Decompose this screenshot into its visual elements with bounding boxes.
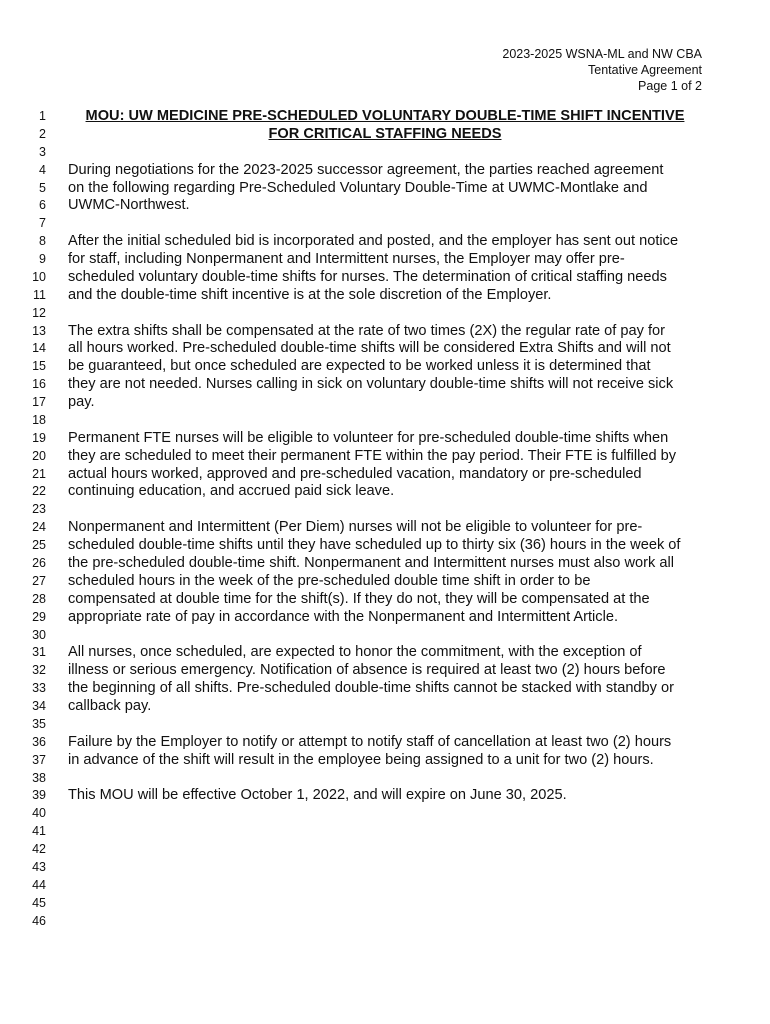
line-number: 41 (32, 824, 46, 839)
body-text-line: compensated at double time for the shift(s). If they do not, they will be compensated at the (68, 590, 650, 607)
body-text-line: on the following regarding Pre-Scheduled Voluntary Double-Time at UWMC-Montlake and (68, 179, 648, 196)
body-text-line: Nonpermanent and Intermittent (Per Diem) nurses will not be eligible to volunteer for pre- (68, 519, 643, 536)
line-number: 15 (32, 359, 46, 374)
line-number: 29 (32, 609, 46, 624)
line-number: 34 (32, 699, 46, 714)
body-text-line: continuing education, and accrued paid sick leave. (68, 483, 395, 500)
line-number: 1 (39, 109, 46, 123)
line-number: 37 (32, 752, 46, 767)
header-agreement-name: 2023-2025 WSNA-ML and NW CBA (502, 47, 702, 61)
line-number: 26 (32, 556, 46, 570)
line-number: 19 (32, 430, 46, 445)
line-number: 9 (39, 252, 46, 267)
body-text-line: This MOU will be effective October 1, 2022, and will expire on June 30, 2025. (68, 787, 567, 804)
line-number: 45 (32, 895, 46, 910)
line-number: 11 (33, 287, 46, 302)
line-number: 2 (39, 126, 46, 141)
body-text-line: callback pay. (68, 698, 152, 715)
body-text-line: UWMC-Northwest. (68, 197, 190, 214)
body-text-line: in advance of the shift will result in the employee being assigned to a unit for two (2) hours. (68, 751, 654, 768)
body-text-line: scheduled voluntary double-time shifts for nurses. The determination of critical staffing needs (68, 268, 667, 285)
line-number: 7 (39, 216, 46, 231)
line-number: 3 (39, 144, 46, 159)
body-text-line: the pre-scheduled double-time shift. Nonpermanent and Intermittent nurses must also work all (68, 555, 674, 571)
body-text-line: After the initial scheduled bid is incorporated and posted, and the employer has sent out notice (68, 233, 679, 250)
line-number: 10 (32, 269, 46, 284)
line-number: 13 (32, 323, 46, 338)
line-number: 6 (39, 198, 46, 213)
line-number: 16 (32, 377, 46, 392)
line-number: 43 (32, 859, 46, 874)
body-text-line: actual hours worked, approved and pre-scheduled vacation, mandatory or pre-scheduled (68, 465, 642, 482)
line-number: 46 (32, 913, 46, 928)
body-text-line: be guaranteed, but once scheduled are expected to be worked unless it is determined that (68, 358, 651, 375)
line-number: 42 (32, 842, 46, 857)
line-number: 23 (32, 502, 46, 517)
line-number: 17 (32, 395, 46, 410)
line-number: 21 (32, 466, 46, 481)
line-number: 38 (32, 770, 46, 785)
line-number: 40 (32, 806, 46, 821)
body-text-line: scheduled hours in the week of the pre-scheduled double time shift in order to be (68, 572, 591, 589)
header-page-number: Page 1 of 2 (638, 79, 702, 93)
line-number: 22 (32, 484, 46, 499)
body-text-line: appropriate rate of pay in accordance with the Nonpermanent and Intermittent Article. (68, 608, 619, 625)
body-text-line: all hours worked. Pre-scheduled double-time shifts will be considered Extra Shifts and will not (68, 340, 671, 357)
line-number: 12 (32, 305, 46, 320)
line-number: 24 (32, 520, 46, 535)
line-number: 31 (32, 645, 46, 660)
line-number: 30 (32, 627, 46, 642)
body-text-line: Permanent FTE nurses will be eligible to volunteer for pre-scheduled double-time shifts when (68, 429, 669, 446)
line-number: 25 (32, 538, 46, 553)
body-text-line: the beginning of all shifts. Pre-scheduled double-time shifts cannot be stacked with standby or (68, 680, 674, 697)
line-number: 35 (32, 716, 46, 731)
line-number: 14 (32, 341, 46, 356)
body-text-line: and the double-time shift incentive is at the sole discretion of the Employer. (68, 286, 552, 303)
body-text-line: All nurses, once scheduled, are expected to honor the commitment, with the exception of (68, 644, 642, 661)
document-header (502, 46, 702, 94)
line-number: 20 (32, 448, 46, 463)
document-title-line: MOU: UW MEDICINE PRE-SCHEDULED VOLUNTARY DOUBLE-TIME SHIFT INCENTIVE (85, 108, 685, 124)
line-number: 32 (32, 663, 46, 678)
body-text-line: During negotiations for the 2023-2025 successor agreement, the parties reached agreement (68, 161, 664, 178)
line-number: 4 (39, 162, 46, 177)
line-number: 8 (39, 234, 46, 249)
header-status: Tentative Agreement (588, 63, 702, 77)
body-text-line: they are scheduled to meet their permanent FTE within the pay period. Their FTE is fulfilled by (68, 447, 677, 464)
line-number: 27 (32, 573, 46, 588)
body-text-line: The extra shifts shall be compensated at the rate of two times (2X) the regular rate of pay for (68, 322, 666, 339)
body-text-line: scheduled double-time shifts until they have scheduled up to thirty six (36) hours in the week of (68, 537, 681, 554)
body-text-line: for staff, including Nonpermanent and Intermittent nurses, the Employer may offer pre- (68, 251, 625, 268)
body-text-line: Failure by the Employer to notify or attempt to notify staff of cancellation at least two (2) hours (68, 733, 672, 750)
line-number: 44 (32, 877, 46, 892)
line-number: 36 (32, 734, 46, 749)
document-title-line: FOR CRITICAL STAFFING NEEDS (268, 125, 502, 142)
line-number: 5 (39, 180, 46, 195)
body-text-line: pay. (68, 394, 95, 411)
body-text-line: they are not needed. Nurses calling in sick on voluntary double-time shifts will not receive sick (68, 376, 674, 393)
body-text-line: illness or serious emergency. Notification of absence is required at least two (2) hours before (68, 662, 666, 679)
line-number: 28 (32, 591, 46, 606)
line-number: 39 (32, 788, 46, 803)
line-number: 33 (32, 681, 46, 696)
line-number: 18 (32, 412, 46, 427)
